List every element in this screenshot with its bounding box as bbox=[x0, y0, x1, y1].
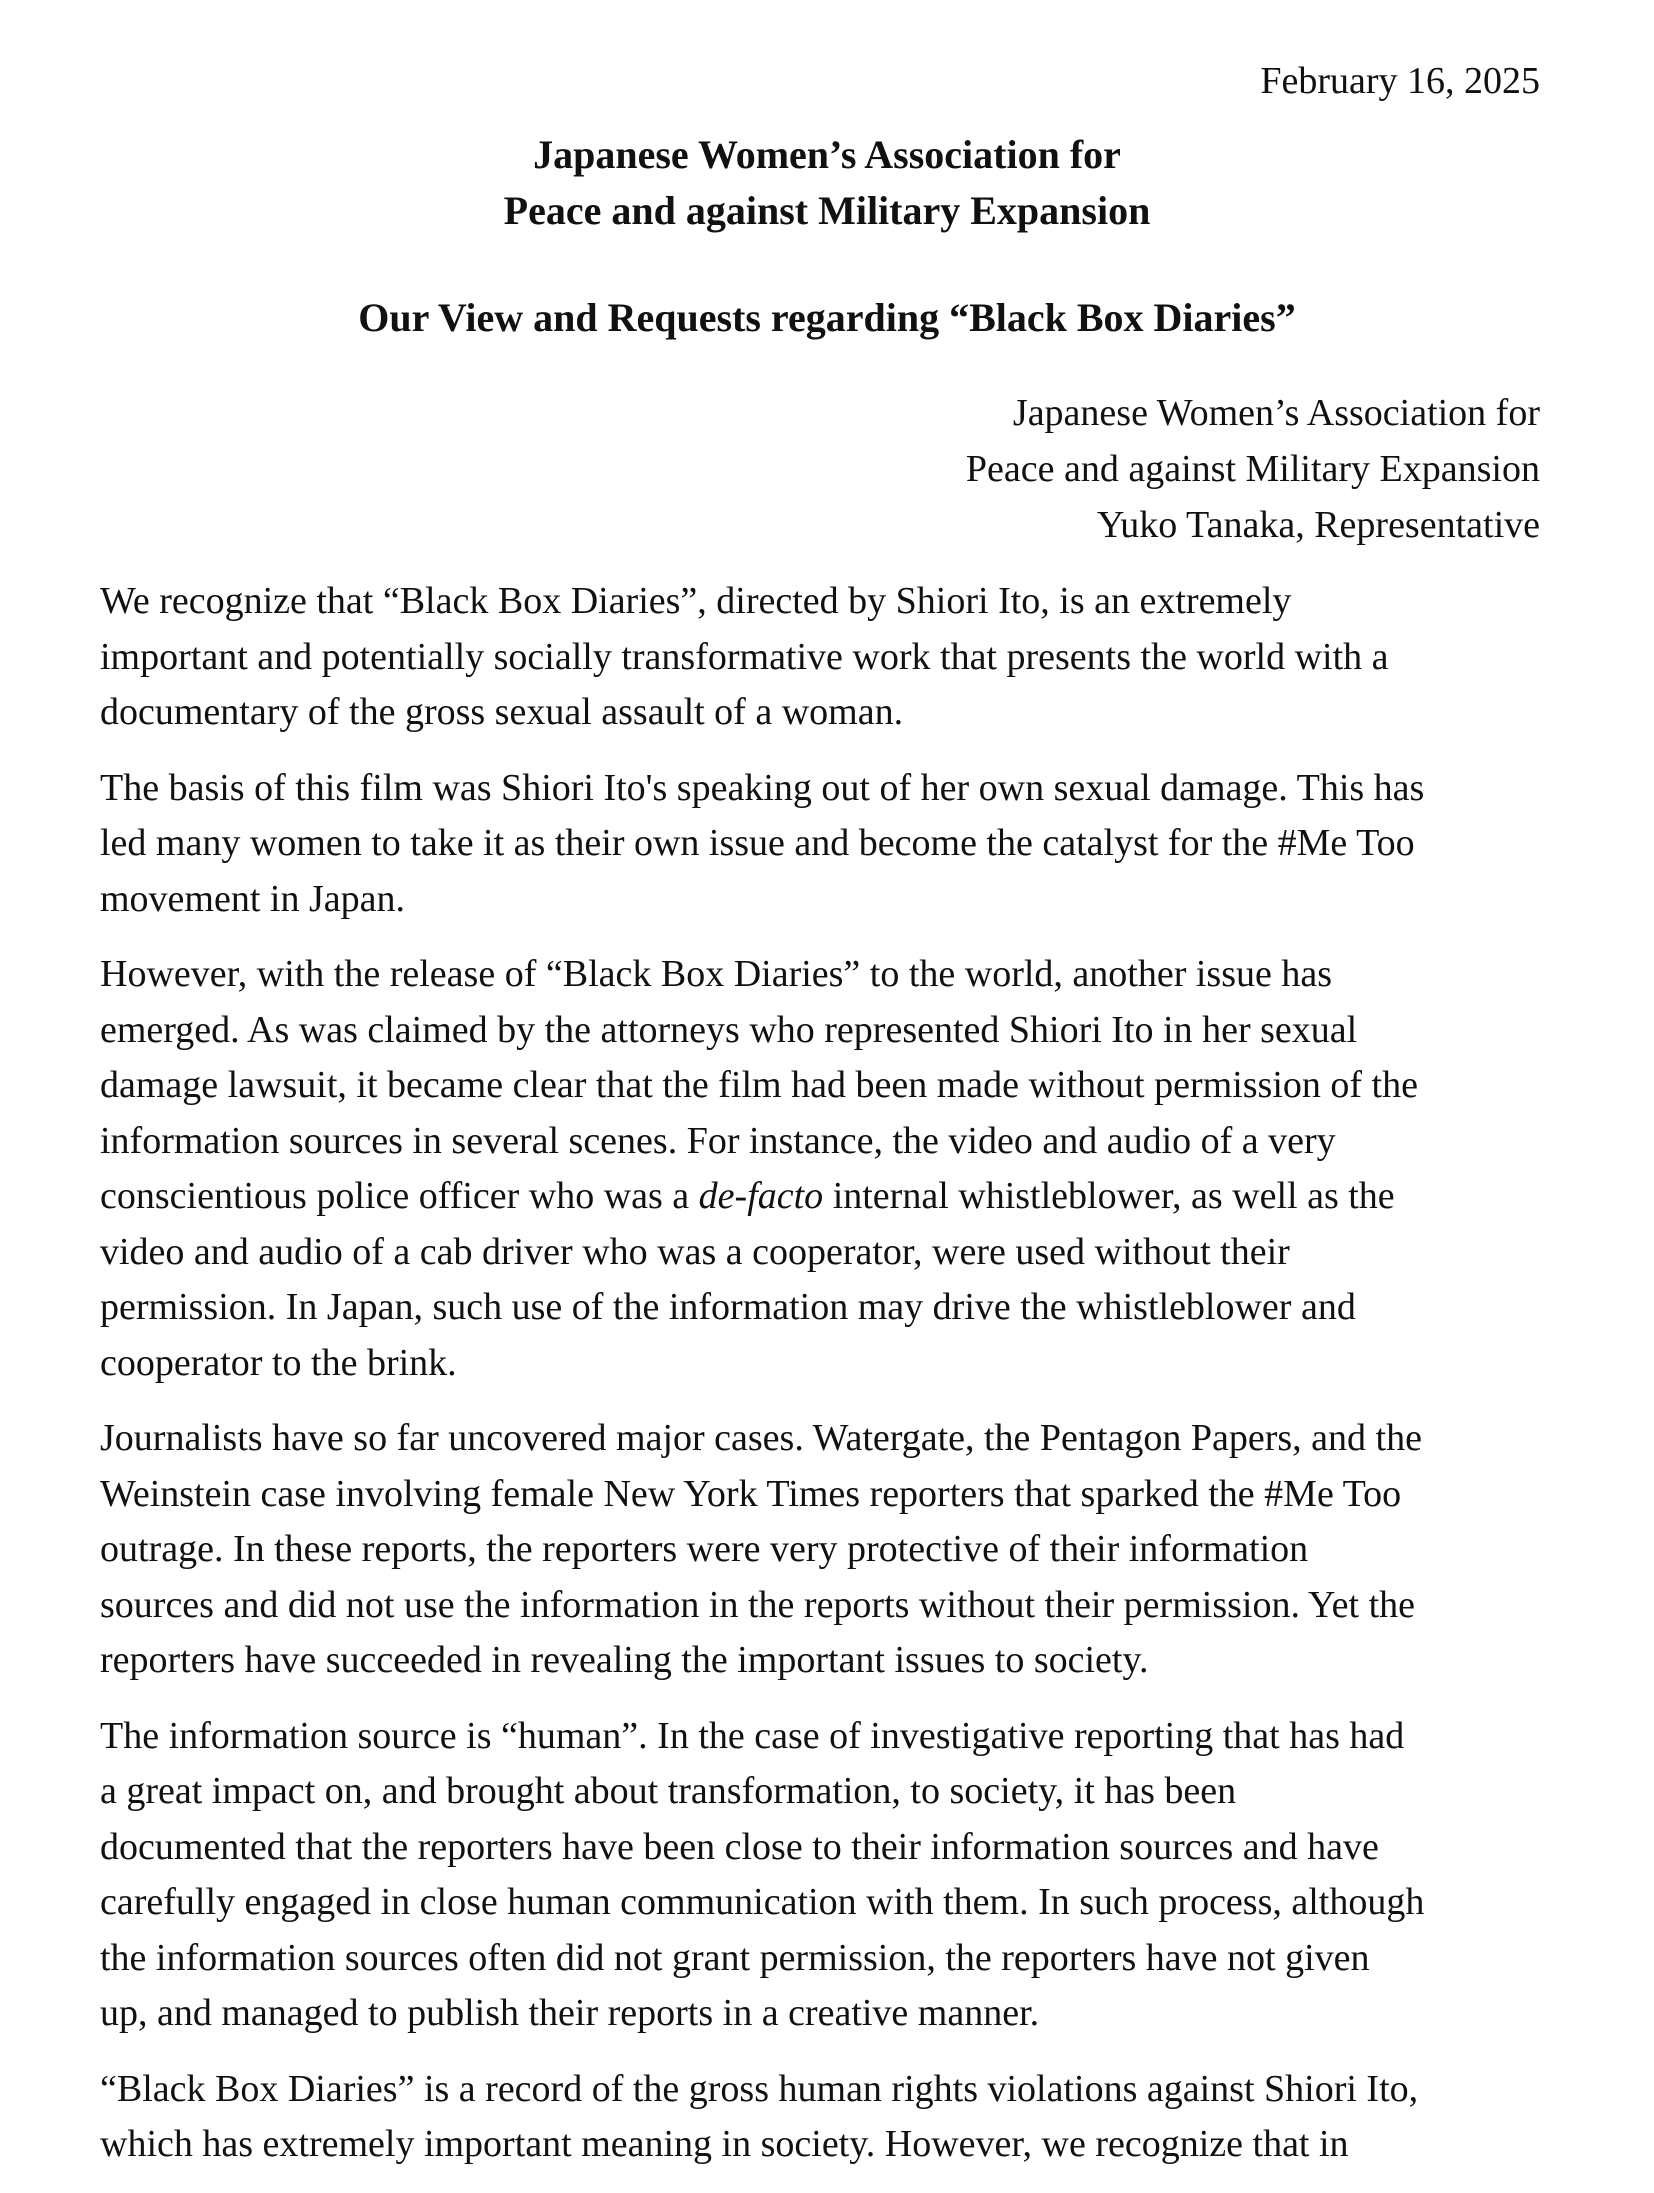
paragraph-6 bbox=[100, 2062, 1550, 2173]
paragraph-line: video and audio of a cab driver who was a cooperator, were used without their bbox=[100, 1230, 1290, 1273]
paragraph-text: internal whistleblower, as well as the bbox=[823, 1175, 1395, 1217]
signature-block bbox=[966, 385, 1540, 553]
paragraph-line: sources and did not use the information in the reports without their permission. Yet the bbox=[100, 1583, 1416, 1626]
paragraph-line: “Black Box Diaries” is a record of the gross human rights violations against Shiori Ito, bbox=[100, 2067, 1419, 2110]
document-title: Our View and Requests regarding “Black Box Diaries” bbox=[358, 295, 1296, 340]
paragraph-line: a great impact on, and brought about transformation, to society, it has been bbox=[100, 1770, 1237, 1812]
paragraph-line bbox=[100, 1169, 1550, 1225]
paragraph-4 bbox=[100, 1411, 1550, 1689]
paragraph-line: cooperator to the brink. bbox=[100, 1341, 457, 1384]
paragraph-line: emerged. As was claimed by the attorneys who represented Shiori Ito in her sexual bbox=[100, 1008, 1358, 1051]
paragraph-line: The information source is “human”. In the case of investigative reporting that has had bbox=[100, 1714, 1405, 1757]
paragraph-line: which has extremely important meaning in society. However, we recognize that in bbox=[100, 2123, 1349, 2165]
paragraph-line: the information sources often did not grant permission, the reporters have not given bbox=[100, 1936, 1370, 1979]
paragraph-line: We recognize that “Black Box Diaries”, directed by Shiori Ito, is an extremely bbox=[100, 580, 1292, 622]
italic-term: de-facto bbox=[698, 1175, 824, 1217]
organization-heading-line-1: Japanese Women’s Association for bbox=[533, 132, 1121, 177]
paragraph-5 bbox=[100, 1709, 1550, 2042]
paragraph-line: documentary of the gross sexual assault of a woman. bbox=[100, 691, 904, 733]
signature-line-2: Peace and against Military Expansion bbox=[965, 448, 1540, 490]
paragraph-line: carefully engaged in close human communication with them. In such process, although bbox=[100, 1881, 1425, 1923]
paragraph-line: up, and managed to publish their reports in a creative manner. bbox=[100, 1992, 1040, 2034]
signature-line-3: Yuko Tanaka, Representative bbox=[1097, 504, 1540, 546]
paragraph-text: conscientious police officer who was a bbox=[100, 1175, 699, 1217]
paragraph-line: information sources in several scenes. For instance, the video and audio of a very bbox=[100, 1119, 1336, 1162]
paragraph-line: reporters have succeeded in revealing the important issues to society. bbox=[100, 1639, 1149, 1681]
paragraph-line: led many women to take it as their own issue and become the catalyst for the #Me Too bbox=[100, 822, 1415, 864]
organization-heading bbox=[0, 127, 1654, 239]
paragraph-line: movement in Japan. bbox=[100, 877, 405, 920]
paragraph-line: permission. In Japan, such use of the information may drive the whistleblower and bbox=[100, 1286, 1356, 1328]
paragraph-1 bbox=[100, 574, 1550, 741]
organization-heading-line-2: Peace and against Military Expansion bbox=[503, 188, 1151, 233]
paragraph-line: documented that the reporters have been close to their information sources and have bbox=[100, 1825, 1379, 1868]
paragraph-line: Journalists have so far uncovered major cases. Watergate, the Pentagon Papers, and the bbox=[100, 1417, 1422, 1459]
paragraph-line: However, with the release of “Black Box Diaries” to the world, another issue has bbox=[100, 953, 1333, 995]
document-date: February 16, 2025 bbox=[1260, 60, 1540, 102]
paragraph-3 bbox=[100, 947, 1550, 1391]
paragraph-line: outrage. In these reports, the reporters were very protective of their information bbox=[100, 1528, 1309, 1570]
document-body bbox=[100, 574, 1550, 2193]
signature-line-1: Japanese Women’s Association for bbox=[1012, 392, 1540, 434]
paragraph-line: important and potentially socially transformative work that presents the world with a bbox=[100, 635, 1389, 678]
paragraph-2 bbox=[100, 761, 1550, 928]
paragraph-line: The basis of this film was Shiori Ito's speaking out of her own sexual damage. This has bbox=[100, 766, 1425, 809]
paragraph-line: damage lawsuit, it became clear that the film had been made without permission of the bbox=[100, 1064, 1418, 1106]
paragraph-line: Weinstein case involving female New York Times reporters that sparked the #Me Too bbox=[100, 1472, 1402, 1515]
